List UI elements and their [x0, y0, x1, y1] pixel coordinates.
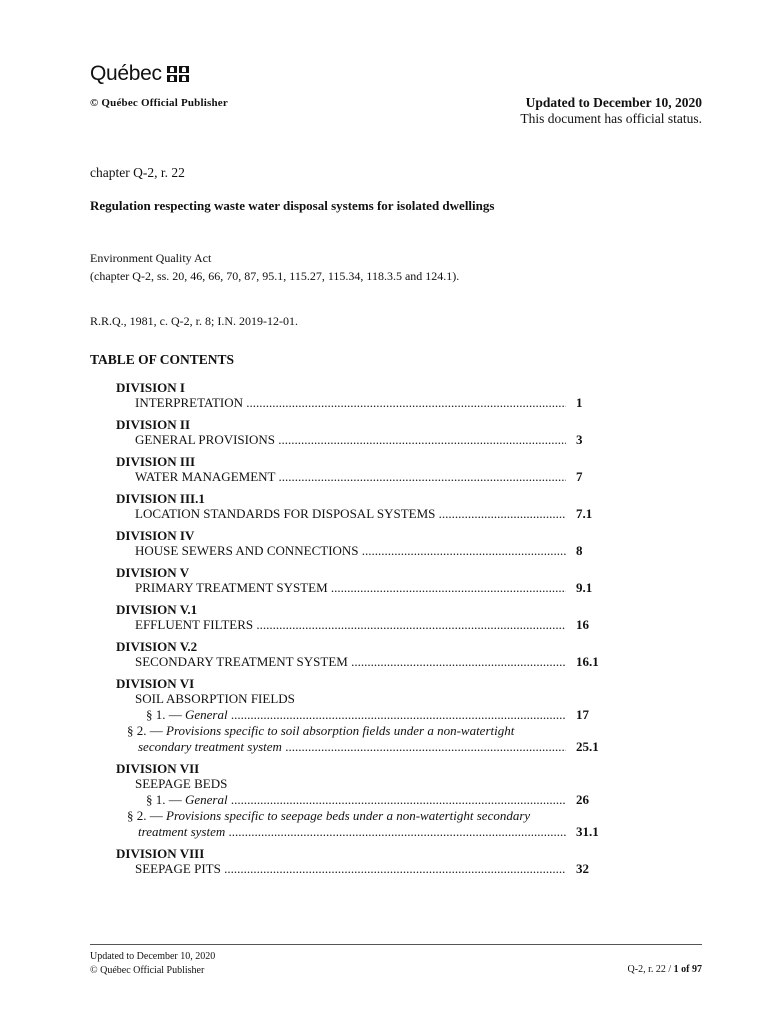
entry-title: WATER MANAGEMENT ..... [116, 469, 566, 485]
division-label: DIVISION VI [116, 676, 195, 691]
toc-entry[interactable] [116, 469, 608, 485]
footer-info [90, 950, 215, 978]
toc-entry[interactable] [116, 654, 608, 670]
footer-updated: Updated to December 10, 2020 [90, 951, 216, 962]
act-reference: (chapter Q-2, ss. 20, 46, 66, 70, 87, 95.1, 115.27, 115.34, 118.3.5 and 124.1). [90, 269, 460, 283]
section-number: § 2. — [127, 723, 166, 738]
toc-entry[interactable] [116, 506, 608, 522]
enabling-act [90, 249, 459, 285]
division-label: DIVISION III [116, 454, 196, 469]
act-name: Environment Quality Act [90, 251, 212, 265]
publisher-label: © Québec Official Publisher [90, 97, 228, 109]
quebec-logo [90, 62, 189, 86]
toc-entry[interactable] [116, 861, 608, 877]
section-number: § 2. — [127, 808, 166, 823]
entry-page: 3 [576, 432, 583, 447]
division-label: DIVISION VII [116, 761, 200, 776]
toc-entry[interactable] [116, 395, 608, 411]
entry-title: GENERAL PROVISIONS ..... [116, 432, 566, 448]
entry-page: 16 [576, 617, 589, 632]
entry-page: 7.1 [576, 506, 593, 521]
toc-division [116, 417, 608, 448]
toc-division [116, 602, 608, 633]
footer-divider [90, 944, 702, 945]
division-label: DIVISION VIII [116, 846, 205, 861]
chapter-ref: chapter Q-2, r. 22 [90, 165, 185, 180]
division-title: SOIL ABSORPTION FIELDS [135, 691, 295, 706]
toc-subentry[interactable] [116, 792, 608, 808]
subentry-continuation [127, 739, 608, 755]
division-label: DIVISION V [116, 565, 190, 580]
entry-page: 17 [576, 707, 589, 722]
division-label: DIVISION V.1 [116, 602, 198, 617]
division-label: DIVISION V.2 [116, 639, 198, 654]
toc-division [116, 565, 608, 596]
section-title: Provisions specific to seepage beds under a non-watertight secondary [166, 808, 531, 823]
division-label: DIVISION I [116, 380, 185, 395]
division-label: DIVISION IV [116, 528, 195, 543]
toc-division [116, 454, 608, 485]
update-status [520, 95, 702, 127]
subentry-first-line [127, 808, 608, 824]
toc-division [116, 846, 608, 877]
entry-page: 1 [576, 395, 583, 410]
page-indicator [628, 964, 702, 975]
current-page: 1 [673, 964, 679, 975]
entry-title: EFFLUENT FILTERS ..... [116, 617, 566, 633]
entry-title: PRIMARY TREATMENT SYSTEM ..... [116, 580, 566, 596]
toc-entry[interactable] [116, 580, 608, 596]
entry-page: 9.1 [576, 580, 593, 595]
toc-entry[interactable] [116, 432, 608, 448]
subentry-first-line [127, 723, 608, 739]
entry-title: HOUSE SEWERS AND CONNECTIONS ..... [116, 543, 566, 559]
rrq-reference: R.R.Q., 1981, c. Q-2, r. 8; I.N. 2019-12-01. [90, 314, 298, 328]
entry-title: INTERPRETATION ..... [116, 395, 566, 411]
entry-title: SECONDARY TREATMENT SYSTEM ..... [116, 654, 566, 670]
of-label: of [678, 964, 692, 975]
division-title: SEEPAGE BEDS [135, 776, 228, 791]
footer-ref: Q-2, r. 22 / [627, 964, 674, 975]
continuation-text [127, 739, 566, 755]
entry-page: 7 [576, 469, 583, 484]
toc-division [116, 676, 608, 755]
subentry-title [127, 707, 566, 723]
document-title: Regulation respecting waste water disposal systems for isolated dwellings [90, 198, 495, 213]
total-pages: 97 [692, 964, 702, 975]
division-label: DIVISION II [116, 417, 191, 432]
continuation-title: treatment system [138, 824, 226, 839]
division-label: DIVISION III.1 [116, 491, 205, 506]
entry-page: 25.1 [576, 739, 599, 754]
fleur-de-lis-flag-icon [167, 66, 189, 82]
toc-subentry[interactable] [116, 707, 608, 723]
entry-title: LOCATION STANDARDS FOR DISPOSAL SYSTEMS ..... [116, 506, 566, 522]
entry-page: 26 [576, 792, 589, 807]
table-of-contents [116, 380, 608, 883]
toc-entry[interactable] [116, 543, 608, 559]
section-number: § 1. — [146, 707, 185, 722]
toc-subentry[interactable] [116, 808, 608, 840]
section-number: § 1. — [146, 792, 185, 807]
entry-page: 31.1 [576, 824, 599, 839]
entry-page: 32 [576, 861, 589, 876]
continuation-title: secondary treatment system [138, 739, 282, 754]
entry-page: 8 [576, 543, 583, 558]
subentry-title [127, 792, 566, 808]
entry-page: 16.1 [576, 654, 599, 669]
subentry-continuation [127, 824, 608, 840]
toc-division [116, 491, 608, 522]
section-title: General [185, 707, 228, 722]
toc-division [116, 380, 608, 411]
toc-division [116, 761, 608, 840]
entry-title: SEEPAGE PITS ..... [116, 861, 566, 877]
updated-date: Updated to December 10, 2020 [525, 95, 702, 110]
toc-division [116, 528, 608, 559]
section-title: Provisions specific to soil absorption fields under a non-watertight [166, 723, 515, 738]
toc-division [116, 639, 608, 670]
toc-heading: TABLE OF CONTENTS [90, 352, 235, 367]
continuation-text [127, 824, 566, 840]
section-title: General [185, 792, 228, 807]
toc-entry[interactable] [116, 617, 608, 633]
official-status: This document has official status. [520, 111, 702, 126]
toc-subentry[interactable] [116, 723, 608, 755]
footer-publisher: © Québec Official Publisher [90, 965, 205, 976]
logo-text: Québec [90, 62, 162, 85]
